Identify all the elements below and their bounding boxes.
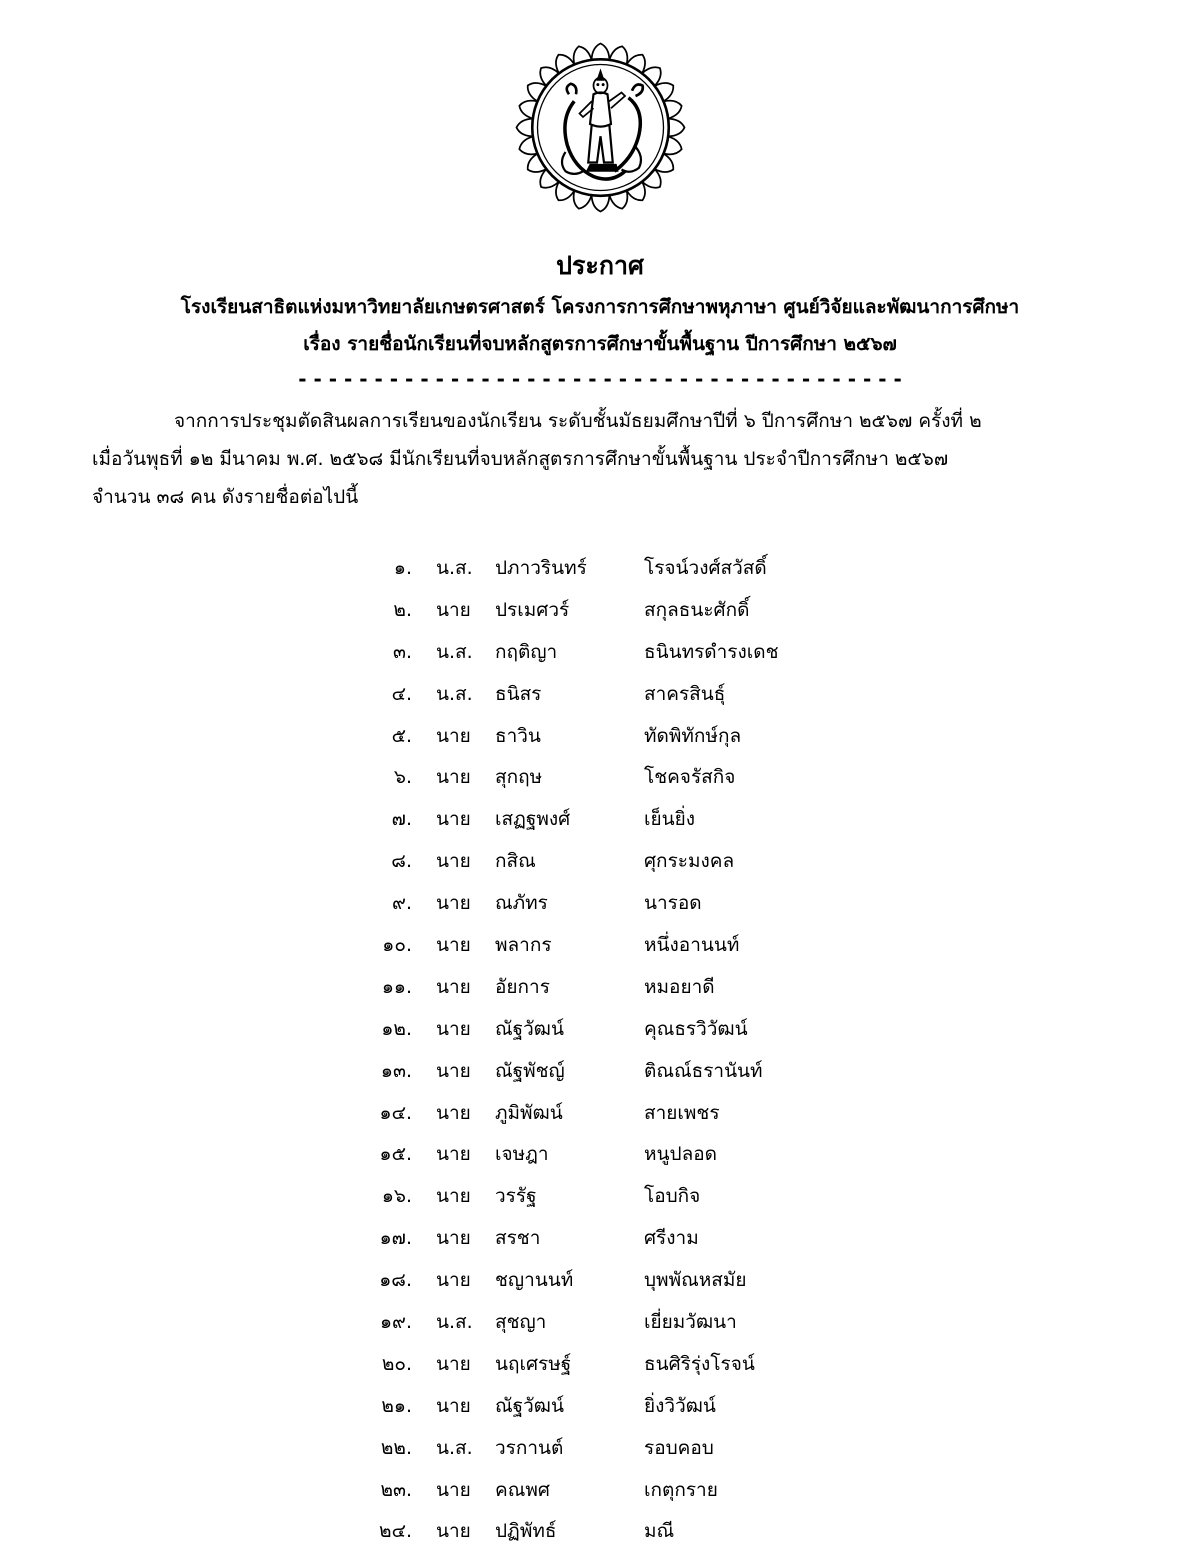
list-item	[372, 1095, 852, 1137]
list-item	[372, 1304, 852, 1346]
student-last-name: หมอยาดี	[644, 975, 715, 998]
list-item	[372, 1262, 852, 1304]
list-item	[372, 1136, 852, 1178]
student-first-name: ปภาวรินทร์	[495, 557, 587, 579]
student-number: ๑๑.	[381, 975, 412, 998]
student-number: ๒๔.	[379, 1520, 412, 1543]
student-prefix: นาย	[436, 1059, 471, 1082]
student-last-name: นารอด	[644, 892, 702, 915]
student-last-name: เกตุกราย	[644, 1478, 718, 1501]
student-first-name: ชญานนท์	[495, 1269, 574, 1292]
student-prefix: นาย	[436, 1352, 471, 1375]
student-last-name: สายเพชร	[644, 1101, 720, 1124]
student-last-name: บุพพัณหสมัย	[644, 1269, 747, 1292]
student-number: ๗.	[391, 808, 412, 831]
emblem-petal	[668, 119, 684, 137]
student-number: ๒๒.	[380, 1436, 412, 1459]
student-first-name: พลากร	[495, 934, 552, 957]
student-prefix: นาย	[436, 1394, 471, 1417]
student-prefix: นาย	[436, 724, 471, 747]
list-item	[372, 759, 852, 801]
student-first-name: ณัฐวัฒน์	[495, 1394, 564, 1417]
list-item	[372, 1513, 852, 1555]
list-item	[372, 1011, 852, 1053]
student-first-name: ภูมิพัฒน์	[495, 1101, 563, 1124]
student-last-name: รอบคอบ	[644, 1436, 714, 1459]
student-number: ๒๑.	[381, 1394, 412, 1417]
student-number: ๑๖.	[381, 1185, 412, 1208]
list-item	[372, 843, 852, 885]
student-prefix: นาย	[436, 1520, 471, 1543]
student-number: ๒๐.	[381, 1352, 412, 1375]
emblem-petal	[517, 119, 533, 137]
student-prefix: นาย	[436, 850, 471, 873]
student-number: ๒.	[393, 598, 412, 621]
student-last-name: เยี่ยมวัฒนา	[644, 1311, 737, 1334]
dashed-divider: - - - - - - - - - - - - - - - - - - - - - - - - - - - - - - - - - - - - - - - -	[298, 367, 902, 391]
student-number: ๑๙.	[379, 1311, 412, 1334]
student-number: ๑๗.	[379, 1227, 412, 1250]
student-prefix: นาย	[436, 975, 471, 998]
student-prefix: นาย	[436, 598, 471, 621]
student-number: ๑๘.	[379, 1269, 412, 1292]
student-last-name: มณี	[644, 1520, 675, 1543]
student-last-name: สาครสินธุ์	[644, 682, 726, 705]
list-item	[372, 676, 852, 718]
student-prefix: นาย	[436, 766, 471, 789]
list-item	[372, 1388, 852, 1430]
student-last-name: โอบกิจ	[644, 1185, 701, 1208]
student-last-name: ติณณ์ธรานันท์	[644, 1059, 763, 1082]
student-first-name: ณัฐวัฒน์	[495, 1017, 564, 1040]
body-paragraph-line-1: จากการประชุมตัดสินผลการเรียนของนักเรียน ระดับชั้นมัธยมศึกษาปีที่ ๖ ปีการศึกษา ๒๕๖๗ ครั้งที่ ๒	[174, 410, 982, 432]
student-prefix: นาย	[436, 934, 471, 957]
student-last-name: โรจน์วงศ์สวัสดิ์	[644, 557, 767, 579]
student-last-name: คุณธรวิวัฒน์	[644, 1017, 748, 1040]
student-number: ๓.	[392, 640, 412, 663]
list-item	[372, 927, 852, 969]
student-prefix: นาย	[436, 1017, 471, 1040]
student-first-name: ธนิสร	[495, 682, 542, 705]
student-number: ๒๓.	[380, 1478, 412, 1501]
list-item	[372, 885, 852, 927]
student-prefix: นาย	[436, 1101, 471, 1124]
student-first-name: คณพศ	[495, 1478, 550, 1501]
student-prefix: น.ส.	[436, 1311, 473, 1334]
student-number: ๑๔.	[379, 1101, 412, 1124]
student-first-name: กสิณ	[495, 850, 536, 873]
list-item	[372, 801, 852, 843]
student-number: ๖.	[393, 766, 412, 789]
list-item	[372, 969, 852, 1011]
student-prefix: นาย	[436, 892, 471, 915]
university-emblem-logo	[513, 40, 688, 215]
student-first-name: สุกฤษ	[495, 766, 543, 789]
student-first-name: กฤติญา	[495, 640, 558, 663]
student-prefix: น.ส.	[436, 557, 473, 579]
student-prefix: นาย	[436, 1269, 471, 1292]
student-prefix: น.ส.	[436, 640, 473, 663]
student-number: ๙.	[392, 892, 412, 915]
list-item	[372, 1178, 852, 1220]
list-item	[372, 1053, 852, 1095]
student-last-name: ทัดพิทักษ์กุล	[644, 724, 742, 747]
list-item	[372, 1346, 852, 1388]
student-first-name: ณภัทร	[495, 892, 548, 915]
emblem-petal	[592, 44, 610, 60]
list-item	[372, 592, 852, 634]
student-first-name: เสฏฐพงศ์	[495, 808, 571, 831]
student-first-name: ธาวิน	[495, 724, 541, 747]
list-item	[372, 550, 852, 592]
student-last-name: ศุกระมงคล	[644, 850, 735, 873]
emblem-petal	[592, 195, 610, 211]
student-prefix: น.ส.	[436, 682, 473, 705]
student-last-name: ศรีงาม	[644, 1227, 699, 1250]
student-first-name: วรกานต์	[495, 1436, 564, 1459]
student-number: ๑๒.	[381, 1017, 412, 1040]
list-item	[372, 1220, 852, 1262]
student-last-name: หนึ่งอานนท์	[644, 934, 740, 957]
student-prefix: นาย	[436, 808, 471, 831]
student-first-name: เจษฎา	[495, 1143, 549, 1166]
student-first-name: ปฏิพัทธ์	[495, 1520, 557, 1543]
student-number: ๕.	[391, 724, 412, 747]
student-last-name: ธนินทรดำรงเดช	[644, 640, 779, 663]
student-prefix: นาย	[436, 1143, 471, 1166]
list-item	[372, 634, 852, 676]
student-last-name: สกุลธนะศักดิ์	[644, 598, 750, 621]
announcement-subject: เรื่อง รายชื่อนักเรียนที่จบหลักสูตรการศึกษาขั้นพื้นฐาน ปีการศึกษา ๒๕๖๗	[303, 333, 897, 355]
student-number: ๑.	[393, 557, 412, 579]
student-first-name: นฤเศรษฐ์	[495, 1352, 572, 1375]
student-number: ๑๐.	[382, 934, 412, 957]
school-name-line: โรงเรียนสาธิตแห่งมหาวิทยาลัยเกษตรศาสตร์ โครงการการศึกษาพหุภาษา ศูนย์วิจัยและพัฒนาการศึกษา	[180, 296, 1020, 318]
student-first-name: ปรเมศวร์	[495, 598, 570, 621]
student-prefix: นาย	[436, 1227, 471, 1250]
list-item	[372, 1430, 852, 1472]
student-first-name: สรชา	[495, 1227, 541, 1250]
student-first-name: สุชญา	[495, 1311, 547, 1334]
student-first-name: อัยการ	[495, 975, 550, 998]
student-number: ๘.	[391, 850, 412, 873]
student-last-name: เย็นยิ่ง	[644, 808, 696, 831]
list-item	[372, 1472, 852, 1514]
body-paragraph-line-3: จำนวน ๓๘ คน ดังรายชื่อต่อไปนี้	[92, 486, 359, 508]
student-prefix: น.ส.	[436, 1436, 473, 1459]
body-paragraph-line-2: เมื่อวันพุธที่ ๑๒ มีนาคม พ.ศ. ๒๕๖๘ มีนักเรียนที่จบหลักสูตรการศึกษาขั้นพื้นฐาน ประจำปีการศึกษา ๒๕๖๗	[92, 448, 949, 470]
announcement-title: ประกาศ	[556, 251, 644, 280]
student-number: ๔.	[391, 682, 412, 705]
student-last-name: ธนศิริรุ่งโรจน์	[644, 1352, 755, 1375]
student-prefix: นาย	[436, 1185, 471, 1208]
list-item	[372, 718, 852, 760]
student-prefix: นาย	[436, 1478, 471, 1501]
student-last-name: ยิ่งวิวัฒน์	[644, 1394, 716, 1417]
student-last-name: หนูปลอด	[644, 1143, 717, 1166]
student-number: ๑๓.	[380, 1059, 412, 1082]
student-list	[372, 550, 852, 1555]
student-last-name: โชคจรัสกิจ	[644, 766, 736, 789]
student-first-name: ณัฐพัชญ์	[495, 1059, 565, 1082]
student-number: ๑๕.	[379, 1143, 412, 1166]
student-first-name: วรรัฐ	[495, 1185, 537, 1208]
